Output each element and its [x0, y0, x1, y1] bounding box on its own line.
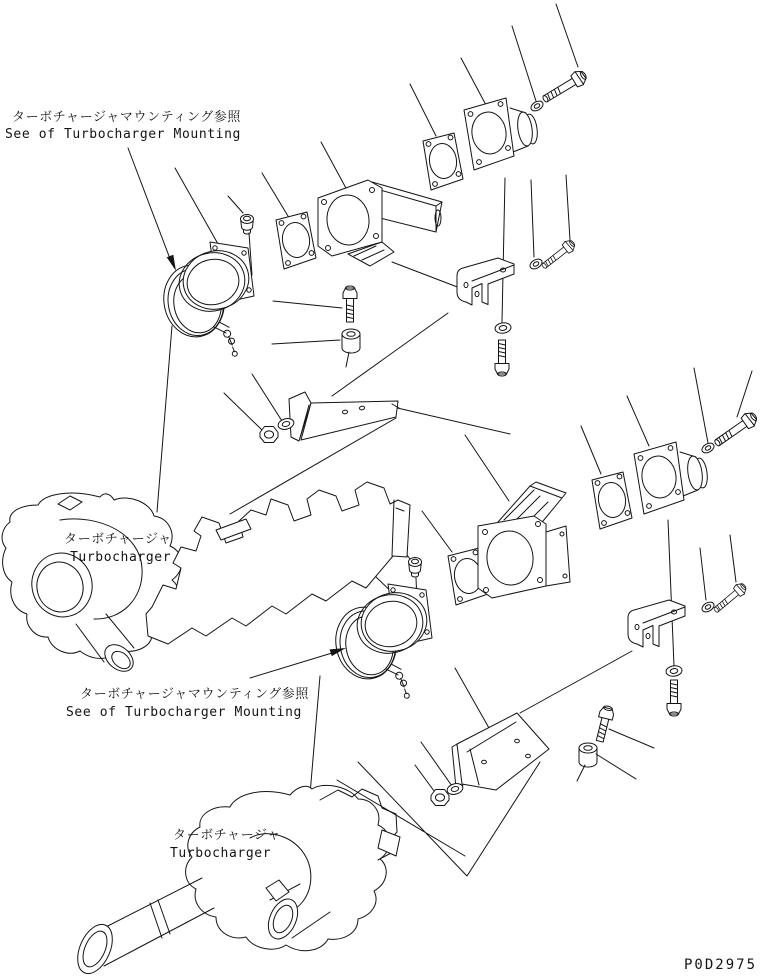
gasket-lower-right [592, 472, 632, 529]
flanged-adapter-lower [351, 584, 433, 660]
drawing-number: P0D2975 [684, 957, 758, 973]
hex-bolt-lower-bracket [711, 581, 749, 615]
gasket-upper-right [423, 133, 463, 190]
bracket-plate-lower [452, 713, 549, 790]
bracket-plate-upper [289, 392, 399, 441]
elbow-connector-upper [318, 180, 442, 266]
hex-bolt-upper-bracket [539, 238, 577, 272]
washer-upper-bracket [528, 257, 543, 271]
spacer-upper [342, 329, 360, 353]
plug-bolt-lower [409, 558, 422, 578]
angle-bracket-upper [457, 258, 514, 305]
lower-mounting-ref-label-jp: ターボチャージャマウンティング参照 [80, 687, 309, 702]
upper-reference-arrow [128, 148, 176, 271]
hex-bolt-upper-mid [343, 286, 357, 322]
ring-washer-upper [494, 322, 511, 335]
hex-bolt-lower-under [667, 680, 681, 716]
lower-mounting-ref-label-en: See of Turbocharger Mounting [66, 705, 302, 720]
flanged-adapter-upper [173, 242, 255, 318]
elbow-connector-lower [478, 482, 570, 598]
plug-bolt-upper [241, 215, 254, 235]
upper-mounting-ref-label-en: See of Turbocharger Mounting [5, 127, 241, 142]
hex-bolt-lower-mid [593, 705, 615, 743]
washer-lower-flange [700, 441, 715, 455]
ring-washer-lower [665, 665, 682, 678]
angle-bracket-lower [628, 600, 685, 647]
washer-upper-flange [529, 99, 544, 113]
hex-bolt-upper-under [495, 340, 509, 376]
lower-turbocharger-label-en: Turbocharger [170, 846, 272, 861]
gasket-upper-left [276, 212, 316, 269]
hex-nut-upper [260, 427, 278, 443]
upper-turbocharger-label-en: Turbocharger [70, 550, 172, 565]
hex-bolt-upper-flange [540, 68, 590, 106]
lower-turbocharger-label-jp: ターボチャージャ [173, 828, 281, 843]
flange-connector-lower [634, 442, 709, 514]
upper-mounting-ref-label-jp: ターボチャージャマウンティング参照 [12, 110, 241, 125]
spacer-lower [579, 743, 597, 767]
flange-connector-upper [464, 98, 539, 170]
washer-lower-bracket [700, 600, 715, 614]
upper-turbocharger-label-jp: ターボチャージャ [64, 532, 172, 547]
hex-nut-lower [431, 790, 449, 806]
turbocharger-upper [2, 493, 181, 677]
hex-bolt-lower-flange [711, 409, 760, 450]
turbocharger-lower [71, 785, 400, 978]
lower-reference-arrow [250, 648, 346, 678]
